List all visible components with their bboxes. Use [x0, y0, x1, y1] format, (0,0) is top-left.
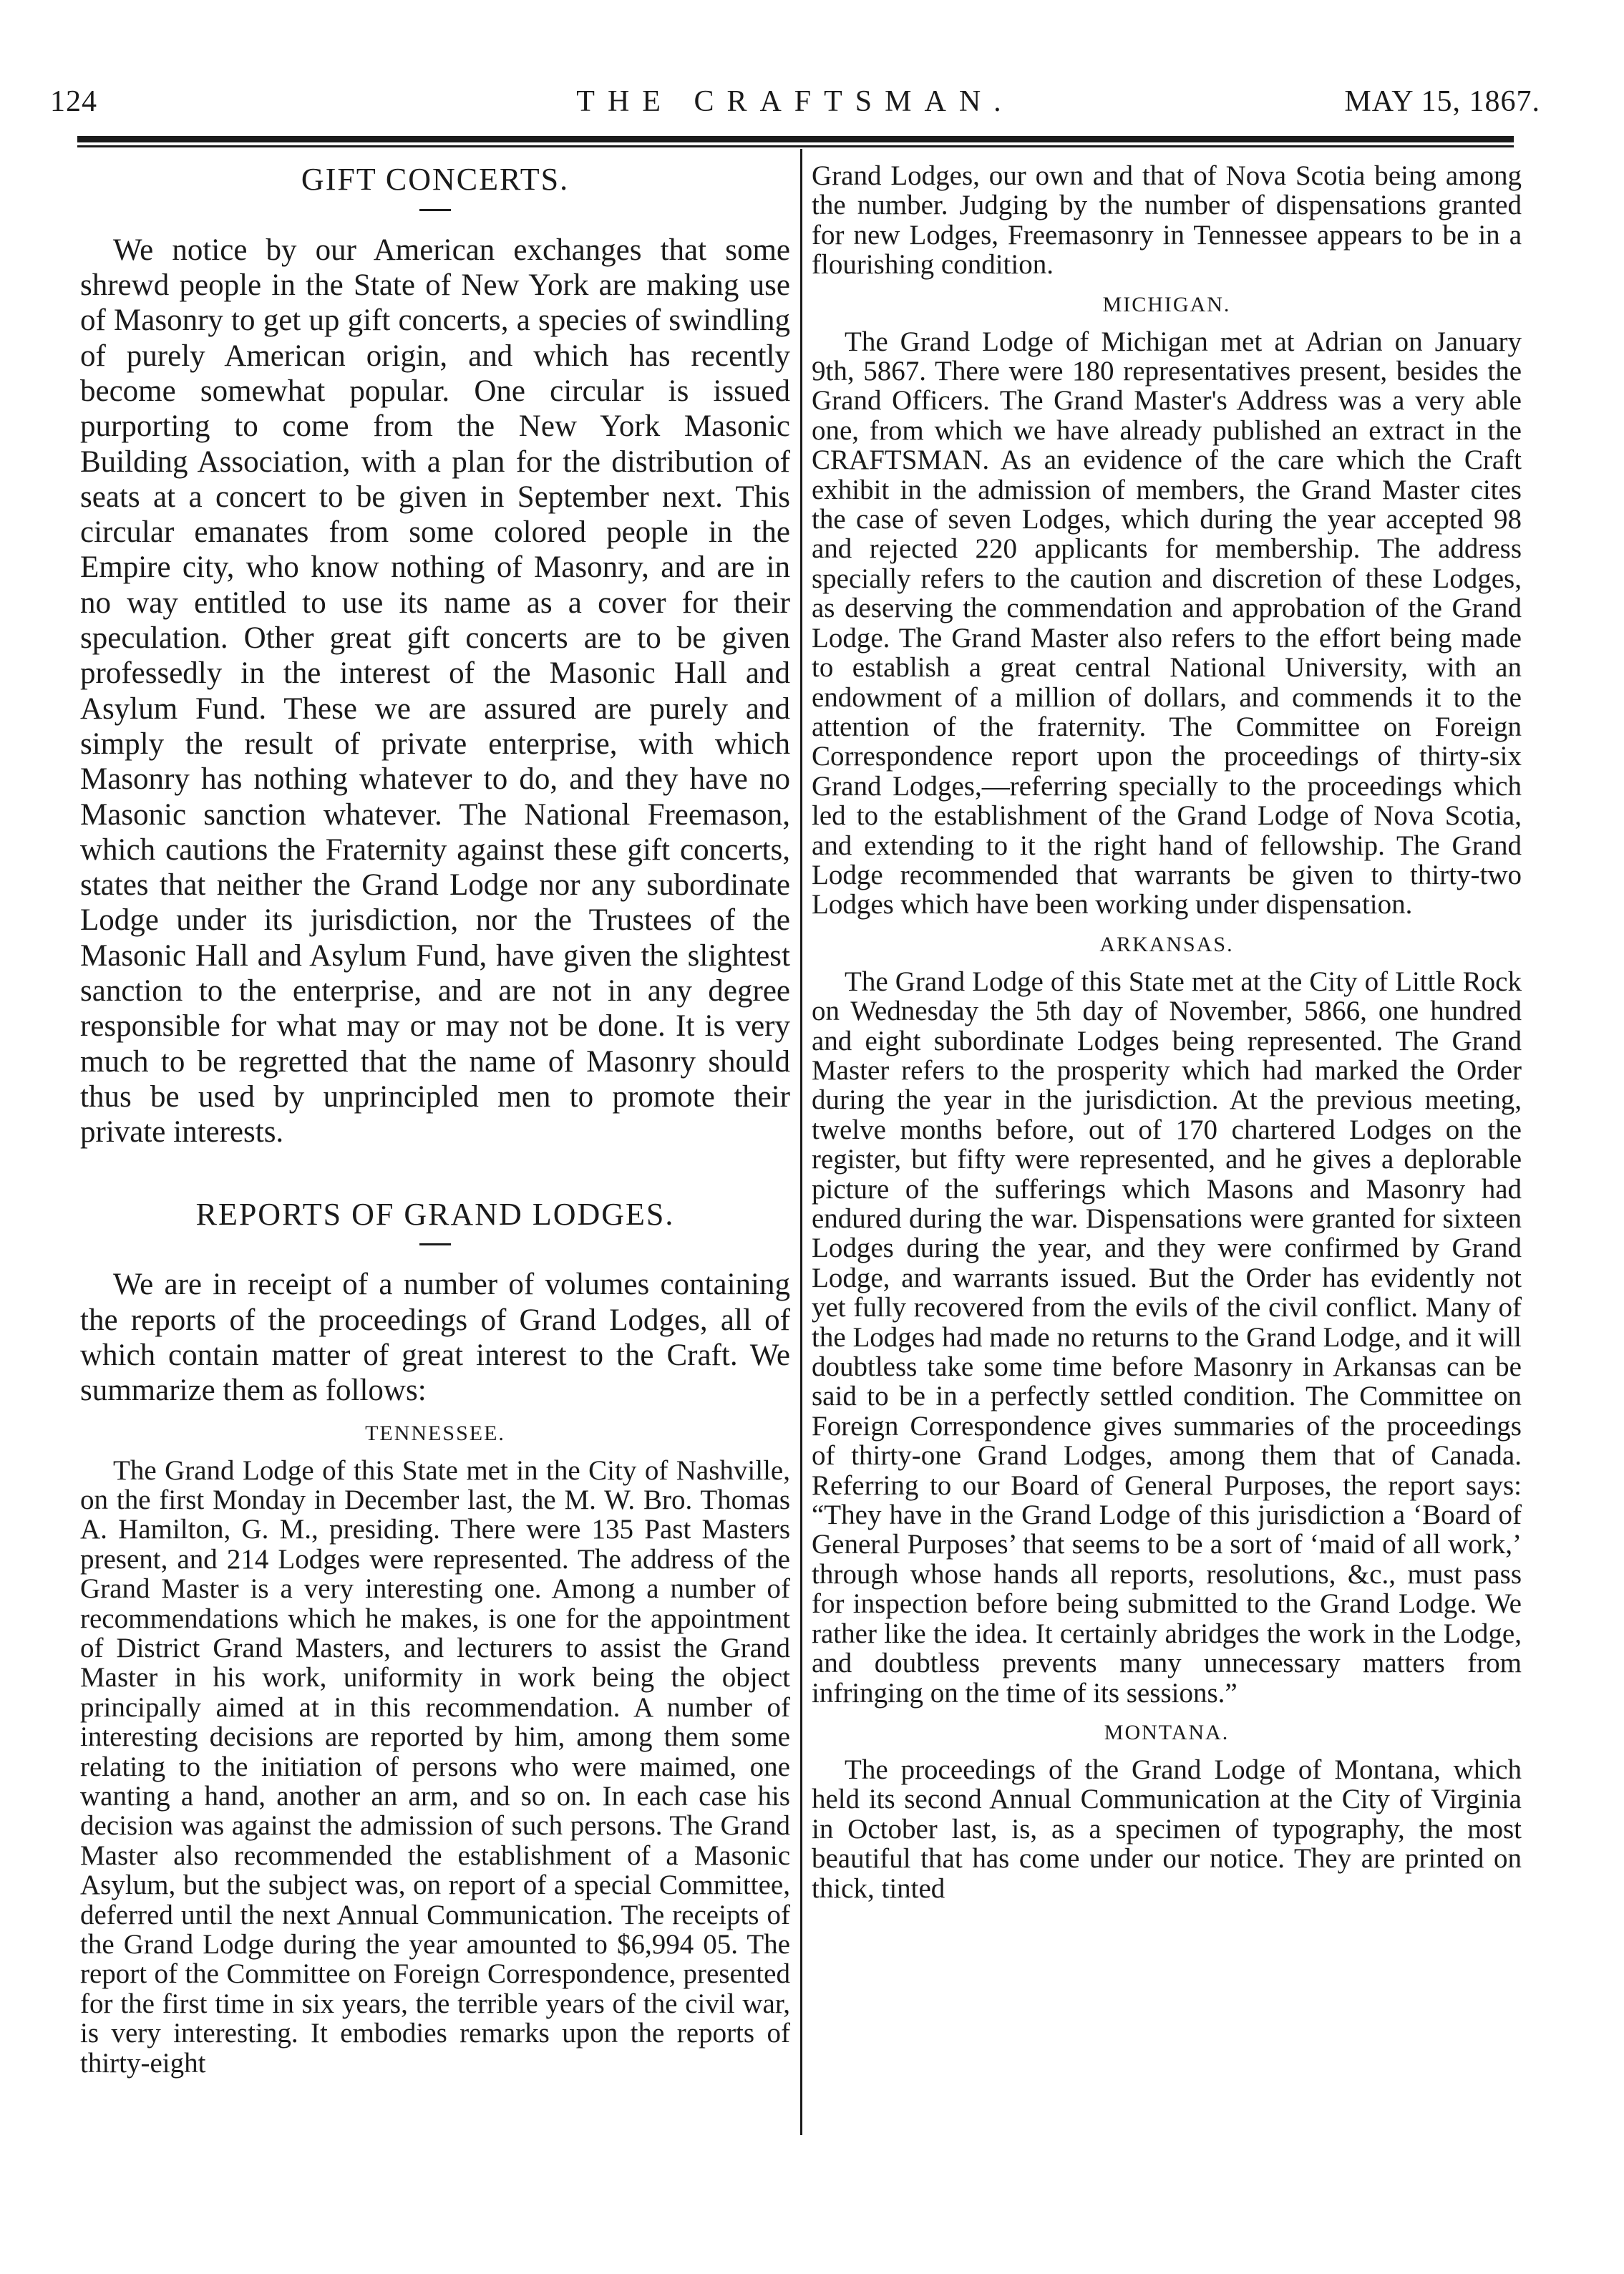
page-header — [50, 84, 1540, 127]
gift-concerts-body: We notice by our American exchanges that some shrewd people in the State of New York are making use of Masonry to get up gift concerts, a species of swindling of purely American origin, and which has recently become somewhat popular. One circular is issued purporting to come from the New York Masonic Building Association, with a plan for the distribution of seats at a concert to be given in September next. This circular emanates from some colored people in the Empire city, who know nothing of Masonry, and are in no way entitled to use its name as a cover for their speculation. Other great gift concerts are to be given professedly in the interest of the Masonic Hall and Asylum Fund. These we are assured are purely and simply the result of private enterprise, with which Masonry has nothing whatever to do, and they have no Masonic sanction whatever. The National Freemason, which cautions the Fraternity against these gift concerts, states that neither the Grand Lodge nor any subordinate Lodge under its jurisdiction, nor the Trustees of the Masonic Hall and Asylum Fund, have given the slightest sanction to the enterprise, and are not in any degree responsible for what may or may not be done. It is very much to be regretted that the name of Masonry should thus be used by unprincipled men to promote their private interests. — [80, 233, 790, 1150]
left-column — [80, 161, 790, 2078]
reports-heading: REPORTS OF GRAND LODGES. — [195, 1196, 675, 1232]
tennessee-body: The Grand Lodge of this State met in the City of Nashville, on the first Monday in December last, the M. W. Bro. Thomas A. Hamilton, G. M., presiding. There were 135 Past Masters present, and 214 Lodges were represented. The address of the Grand Master is a very interesting one. Among a number of recommendations which he makes, is one for the appointment of District Grand Masters, and lecturers to assist the Grand Master in his work, uniformity in work being the object principally aimed at in this recommendation. A number of interesting decisions are reported by him, among them some relating to the initiation of persons who were maimed, one wanting a hand, another an arm, and so on. In each case his decision was against the admission of such persons. The Grand Master also recommended the establishment of a Masonic Asylum, but the subject was, on report of a special Committee, deferred until the next Annual Communication. The receipts of the Grand Lodge during the year amounted to $6,994 05. The report of the Committee on Foreign Correspondence, presented for the first time in six years, the terrible years of the civil war, is very interesting. It embodies remarks upon the reports of thirty-eight — [80, 1454, 790, 2079]
michigan-body: The Grand Lodge of Michigan met at Adrian on January 9th, 5867. There were 180 representatives present, besides the Grand Officers. The Grand Master's Address was a very able one, from which we have already published an extract in the CRAFTSMAN. As an evidence of the care which the Craft exhibit in the admission of members, the Grand Master cites the case of seven Lodges, which during the year accepted 98 and rejected 220 applicants for membership. The address specially refers to the caution and discretion of these Lodges, as deserving the commendation and approbation of the Grand Lodge. The Grand Master also refers to the effort being made to establish a great central National University, with an endowment of a million of dollars, and commends it to the attention of the fraternity. The Committee on Foreign Correspondence report upon the proceedings of thirty-six Grand Lodges,—referring specially to the proceedings which led to the establishment of the Grand Lodge of Nova Scotia, and extending to it the right hand of fellowship. The Grand Lodge recommended that warrants be given to thirty-two Lodges which have been working under dispensation. — [812, 326, 1522, 920]
montana-body: The proceedings of the Grand Lodge of Montana, which held its second Annual Communication at the City of Virginia in October last, is, as a specimen of typography, the most beautiful that has come under our notice. They are printed on thick, tinted — [812, 1754, 1522, 1904]
arkansas-body: The Grand Lodge of this State met at the City of Little Rock on Wednesday the 5th day of November, 5866, one hundred and eight subordinate Lodges being represented. The Grand Master refers to the prosperity which had marked the Order during the year in the jurisdiction. At the previous meeting, twelve months before, out of 170 chartered Lodges on the register, but fifty were represented, and he gives a deplorable picture of the sufferings which Masons and Masonry had endured during the war. Dispensations were granted for sixteen Lodges during the year, and they were confirmed by Grand Lodge, and warrants issued. But the Order has evidently not yet fully recovered from the evils of the civil conflict. Many of the Lodges had made no returns to the Grand Lodge, and it will doubtless take some time before Masonry in Arkansas can be said to be in a perfectly settled condition. The Committee on Foreign Correspondence gives summaries of the proceedings of thirty-one Grand Lodges, among them that of Canada. Referring to our Board of General Purposes, the report says: “They have in the Grand Lodge of this jurisdiction a ‘Board of General Purposes’ that seems to be a sort of ‘maid of all work,’ through whose hands all reports, resolutions, &c., must pass for inspection before being submitted to the Grand Lodge. We rather like the idea. It certainly abridges the work in the Lodge, and doubtless prevents many unnecessary matters from infringing on the time of its sessions.” — [812, 966, 1522, 1709]
issue-date: MAY 15, 1867. — [1344, 85, 1540, 118]
heading-dash — [419, 209, 451, 211]
right-column — [812, 161, 1522, 1903]
tennessee-heading: TENNESSEE. — [365, 1421, 505, 1445]
header-rule-thin — [77, 145, 1514, 147]
heading-dash — [419, 1243, 451, 1245]
page-number: 124 — [50, 85, 97, 118]
michigan-heading: MICHIGAN. — [1102, 292, 1231, 316]
header-rule-thick — [77, 136, 1514, 142]
tennessee-body-continued: Grand Lodges, our own and that of Nova Scotia being among the number. Judging by the number of dispensations granted for new Lodges, Freemasonry in Tennessee appears to be in a flourishing condition. — [812, 160, 1522, 281]
montana-heading: MONTANA. — [1104, 1720, 1230, 1744]
column-divider — [800, 149, 802, 2135]
gift-concerts-heading: GIFT CONCERTS. — [301, 162, 570, 197]
publication-title: THE CRAFTSMAN. — [576, 85, 1014, 118]
reports-intro: We are in receipt of a number of volumes containing the reports of the proceedings of Grand Lodges, all of which contain matter of great interest to the Craft. We summarize them as follows: — [80, 1268, 790, 1408]
arkansas-heading: ARKANSAS. — [1099, 932, 1234, 956]
